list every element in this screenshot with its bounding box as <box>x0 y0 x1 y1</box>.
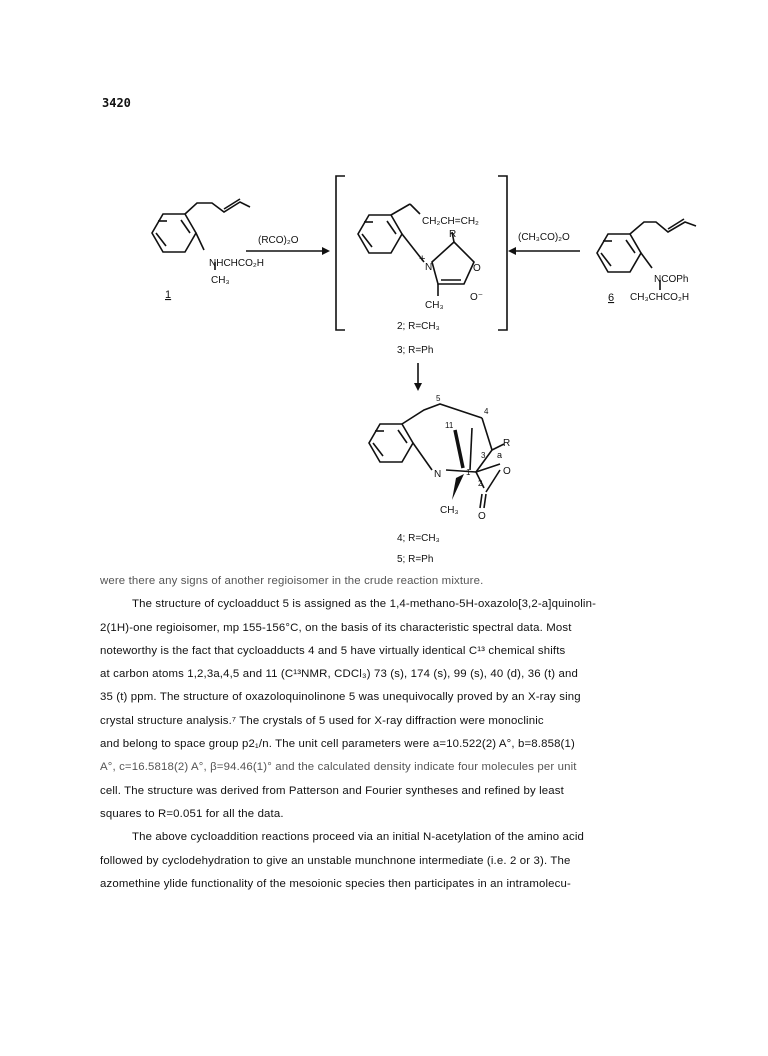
paragraph-1-line: 2(1H)-one regioisomer, mp 155-156°C, on the basis of its characteristic spectral data. Most <box>100 621 572 634</box>
paragraph-1-line: 35 (t) ppm. The structure of oxazoloquinolinone 5 was unequivocally proved by an X-ray sing <box>100 691 581 704</box>
product-locant-2: 2 <box>478 479 483 488</box>
reagent-left: (RCO)₂O <box>258 235 299 246</box>
product-locant-a: a <box>497 450 503 460</box>
intermediate-label-2: 2; R=CH₃ <box>397 321 440 332</box>
paragraph-1-line: crystal structure analysis.⁷ The crystals of 5 used for X-ray diffraction were monoclinic <box>100 714 544 727</box>
paragraph-1-line: cell. The structure was derived from Patterson and Fourier syntheses and refined by least <box>100 784 564 797</box>
paragraph-1-line: noteworthy is the fact that cycloadducts 4 and 5 have virtually identical C¹³ chemical shifts <box>100 644 566 657</box>
paragraph-1-line: at carbon atoms 1,2,3a,4,5 and 11 (C¹³NMR, CDCl₃) 73 (s), 174 (s), 99 (s), 40 (d), 36 (t) and <box>100 668 578 681</box>
paragraph-1-line: The structure of cycloadduct 5 is assigned as the 1,4-methano-5H-oxazolo[3,2-a]quinolin- <box>132 598 597 611</box>
intermediate-side-chain: CH₂CH=CH₂ <box>422 216 479 227</box>
page-number: 3420 <box>102 96 131 110</box>
paragraph-1-line: A°, c=16.5818(2) A°, β=94.46(1)° and the calculated density indicate four molecules per unit <box>100 761 577 774</box>
product-n-label: N <box>434 469 442 480</box>
intermediate-r-label: R <box>449 229 457 240</box>
compound-1-nh-group: NHCHCO₂H <box>209 258 264 269</box>
intermediate-oxide: O⁻ <box>470 292 484 303</box>
paragraph-2-line: azomethine ylide functionality of the mesoionic species then participates in an intramolecu- <box>100 877 571 890</box>
paragraph-1-line: and belong to space group p2₁/n. The unit cell parameters were a=10.522(2) A°, b=8.858(1) <box>100 738 575 751</box>
paragraph-2-line: The above cycloaddition reactions proceed via an initial N-acetylation of the amino acid <box>132 831 584 844</box>
product-locant-1: 1 <box>466 468 471 477</box>
intermediate-plus: + <box>419 253 426 265</box>
bracket-right <box>498 176 507 330</box>
intermediate-n-label: N <box>425 262 433 273</box>
product-locant-4: 4 <box>484 407 489 416</box>
product-locant-3: 3 <box>481 451 486 460</box>
product-methyl: CH₃ <box>440 505 459 516</box>
product-carbonyl-oxygen: O <box>478 511 486 522</box>
body-text <box>100 570 725 896</box>
compound-6-acid: CH₃CHCO₂H <box>630 292 690 303</box>
compound-6-label: 6 <box>608 292 615 304</box>
product-locant-11: 11 <box>445 421 454 430</box>
product-label-5: 5; R=Ph <box>397 554 434 565</box>
intermediate-label-3: 3; R=Ph <box>397 345 434 356</box>
product-ring-oxygen: O <box>503 466 511 477</box>
intermediate-methyl: CH₃ <box>425 300 444 311</box>
paragraph-2-line: followed by cyclodehydration to give an unstable munchnone intermediate (i.e. 2 or 3). The <box>100 854 571 867</box>
faint-text-line: were there any signs of another regioisomer in the crude reaction mixture. <box>100 575 484 587</box>
paragraph-1-line: squares to R=0.051 for all the data. <box>100 807 284 820</box>
compound-1-methyl: CH₃ <box>211 275 230 286</box>
compound-1-label: 1 <box>165 289 172 301</box>
reagent-right: (CH₃CO)₂O <box>518 232 570 243</box>
intermediate-ring-oxygen: O <box>473 263 481 274</box>
bracket-left <box>336 176 345 330</box>
product-r-label: R <box>503 438 511 449</box>
product-locant-5: 5 <box>436 394 441 403</box>
compound-6-ncoph: NCOPh <box>654 274 689 285</box>
product-label-4: 4; R=CH₃ <box>397 533 440 544</box>
